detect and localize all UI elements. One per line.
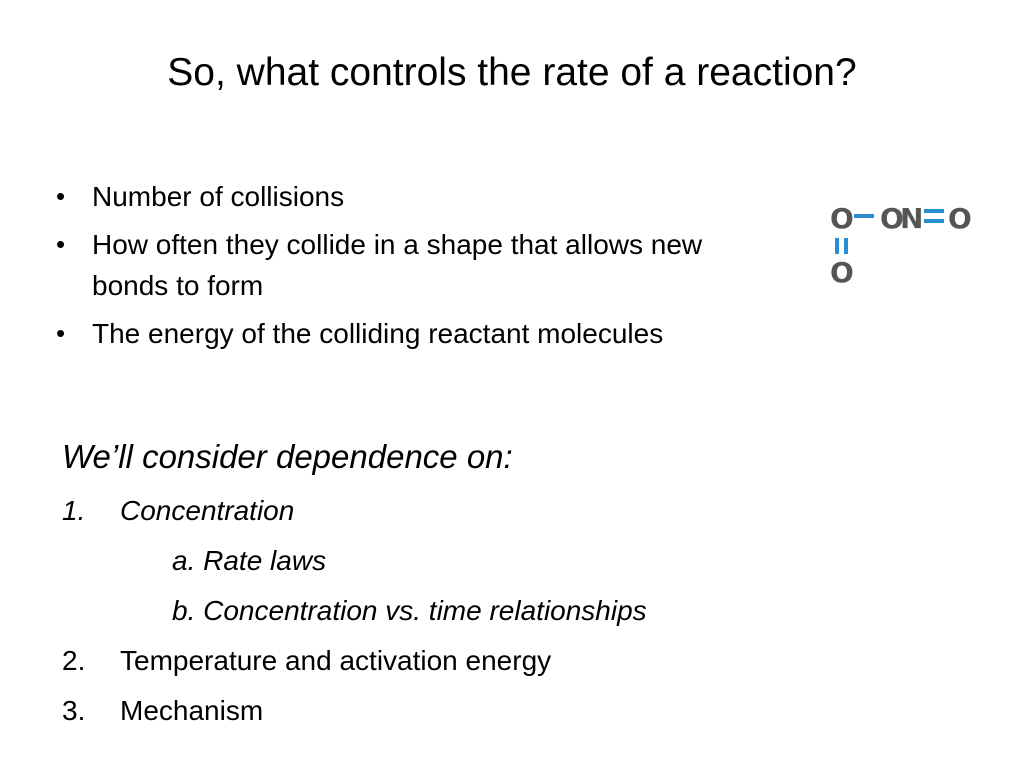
- atom-o3: O: [948, 202, 972, 235]
- item-text: Concentration: [120, 495, 295, 526]
- item-number: 3.: [62, 695, 86, 726]
- bullet-item: [56, 176, 816, 217]
- atom-o1: O: [830, 202, 854, 235]
- item-text: Temperature and activation energy: [120, 645, 552, 676]
- considerations-subitem: [62, 586, 842, 636]
- bullet-dot-icon: •: [56, 318, 66, 348]
- considerations-subitem: [62, 536, 842, 586]
- considerations-item: [62, 686, 842, 736]
- item-text: a. Rate laws: [172, 545, 327, 576]
- item-text: b. Concentration vs. time relationships: [172, 595, 647, 626]
- bullet-text: The energy of the colliding reactant molecules: [92, 318, 664, 349]
- considerations-heading: We’ll consider dependence on:: [62, 438, 513, 475]
- atom-o2: O: [880, 202, 904, 235]
- bullet-dot-icon: •: [56, 181, 66, 211]
- bullet-text: How often they collide in a shape that allows new bonds to form: [92, 229, 703, 301]
- considerations-item: [62, 636, 842, 686]
- considerations-item: [62, 486, 842, 536]
- considerations-section: [62, 432, 842, 736]
- item-number: 2.: [62, 645, 86, 676]
- bullet-text: Number of collisions: [92, 181, 345, 212]
- atom-n: N: [900, 202, 924, 235]
- item-text: Mechanism: [120, 695, 264, 726]
- bullet-item: [56, 224, 782, 306]
- bullet-item: [56, 313, 816, 354]
- bullet-list: [56, 176, 816, 361]
- molecule-structure-diagram: [822, 196, 978, 292]
- atom-o4: O: [830, 256, 854, 289]
- bullet-dot-icon: •: [56, 229, 66, 259]
- slide-title: So, what controls the rate of a reaction?: [167, 51, 857, 94]
- item-number: 1.: [62, 495, 86, 526]
